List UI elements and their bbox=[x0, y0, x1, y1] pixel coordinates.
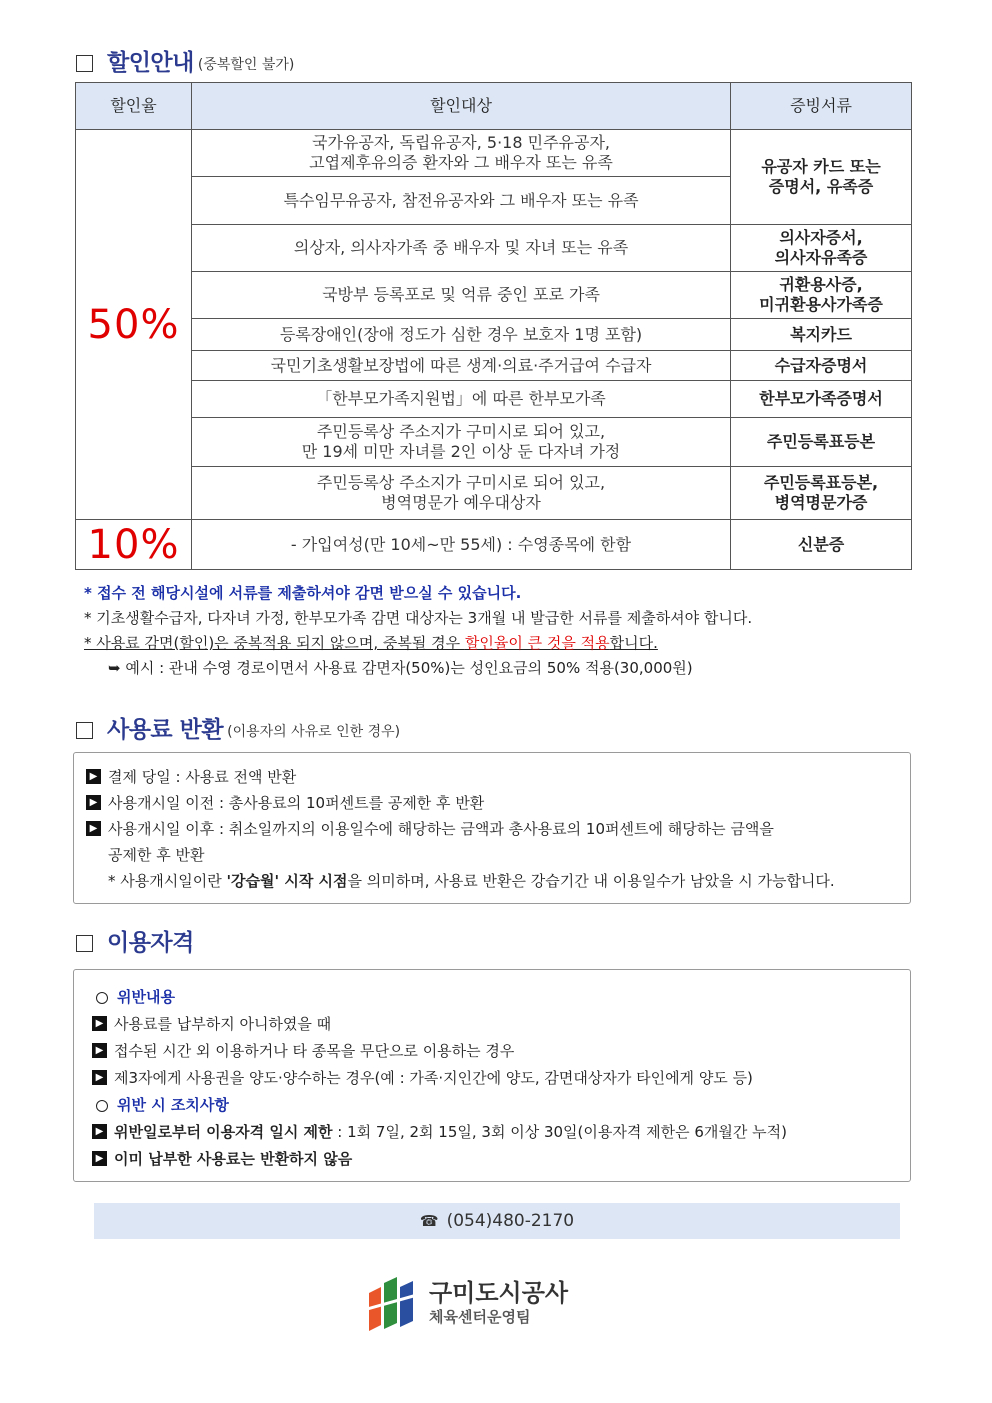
target-cell: 「한부모가족지원법」에 따른 한부모가족 bbox=[192, 381, 731, 418]
action-heading-text: 위반 시 조치사항 bbox=[117, 1096, 229, 1114]
arrow-box-icon: ▶ bbox=[86, 769, 101, 784]
refund-note-c: 을 의미하며, 사용료 반환은 강습기간 내 이용일수가 남았을 시 가능합니다. bbox=[347, 872, 835, 890]
refund-title: 사용료 반환 bbox=[107, 717, 224, 743]
list-item bbox=[86, 790, 910, 816]
target-line: 고엽제후유의증 환자와 그 배우자 또는 유족 bbox=[309, 153, 613, 172]
header-rate: 할인율 bbox=[76, 83, 192, 130]
phone-icon: ☎ bbox=[419, 1212, 439, 1230]
checkbox-square-icon bbox=[76, 55, 93, 72]
target-cell: 국민기초생활보장법에 따른 생계·의료·주거급여 수급자 bbox=[192, 351, 731, 381]
eligibility-section-header bbox=[76, 924, 194, 957]
table-row bbox=[76, 520, 912, 570]
arrow-box-icon: ▶ bbox=[92, 1124, 107, 1139]
contact-phone: (054)480-2170 bbox=[446, 1211, 575, 1231]
circle-bullet-icon bbox=[96, 992, 108, 1004]
list-item bbox=[92, 1011, 910, 1038]
rate-50: 50% bbox=[76, 130, 192, 520]
contact-bar bbox=[94, 1203, 900, 1239]
note-no-duplicate bbox=[84, 631, 904, 656]
target-line: 주민등록상 주소지가 구미시로 되어 있고, bbox=[316, 473, 606, 492]
target-cell: 의상자, 의사자가족 중 배우자 및 자녀 또는 유족 bbox=[192, 225, 731, 272]
target-line: 주민등록상 주소지가 구미시로 되어 있고, bbox=[316, 422, 606, 441]
target-cell: - 가입여성(만 10세~만 55세) : 수영종목에 한함 bbox=[192, 520, 731, 570]
action-heading bbox=[92, 1092, 910, 1119]
list-item bbox=[92, 1119, 910, 1146]
action-item-bold: 위반일로부터 이용자격 일시 제한 bbox=[114, 1123, 333, 1141]
proof-line: 병역명문가증 bbox=[774, 493, 868, 512]
eligibility-title: 이용자격 bbox=[107, 930, 194, 956]
logo-team-name: 체육센터운영팀 bbox=[429, 1308, 531, 1326]
target-cell: 등록장애인(장애 정도가 심한 경우 보호자 1명 포함) bbox=[192, 319, 731, 351]
refund-item-text: 사용개시일 이전 : 총사용료의 10퍼센트를 공제한 후 반환 bbox=[108, 794, 485, 812]
list-item bbox=[92, 1038, 910, 1065]
target-cell: 국방부 등록포로 및 억류 중인 포로 가족 bbox=[192, 272, 731, 319]
proof-line: 주민등록표등본, bbox=[763, 473, 879, 492]
proof-line: 의사자유족증 bbox=[774, 248, 868, 267]
table-row bbox=[76, 418, 912, 467]
arrow-box-icon: ▶ bbox=[92, 1151, 107, 1166]
proof-cell bbox=[731, 467, 912, 520]
discount-title: 할인안내 bbox=[107, 50, 194, 76]
discount-section-header bbox=[76, 44, 294, 77]
list-item bbox=[86, 816, 910, 842]
violation-item-text: 제3자에게 사용권을 양도·양수하는 경우(예 : 가족·지인간에 양도, 감면대상자가 타인에게 양도 등) bbox=[114, 1069, 753, 1087]
note-no-duplicate-highlight: 할인율이 큰 것을 적용 bbox=[464, 634, 610, 652]
proof-cell bbox=[731, 272, 912, 319]
proof-line: 의사자증서, bbox=[779, 228, 863, 247]
proof-cell: 신분증 bbox=[731, 520, 912, 570]
eligibility-box bbox=[73, 969, 911, 1182]
proof-line: 증명서, 유족증 bbox=[768, 177, 874, 196]
checkbox-square-icon bbox=[76, 935, 93, 952]
refund-item-continuation: 공제한 후 반환 bbox=[108, 846, 205, 864]
note-example: ➥ 예시 : 관내 수영 경로이면서 사용료 감면자(50%)는 성인요금의 50% 적용(30,000원) bbox=[108, 659, 693, 677]
proof-cell: 수급자증명서 bbox=[731, 351, 912, 381]
violation-heading-text: 위반내용 bbox=[117, 988, 175, 1006]
proof-line: 미귀환용사가족증 bbox=[759, 295, 883, 314]
arrow-box-icon: ▶ bbox=[92, 1070, 107, 1085]
refund-item-text: 결제 당일 : 사용료 전액 반환 bbox=[108, 768, 297, 786]
proof-line: 유공자 카드 또는 bbox=[761, 157, 881, 176]
list-item bbox=[92, 1146, 910, 1173]
proof-cell bbox=[731, 225, 912, 272]
target-cell bbox=[192, 467, 731, 520]
target-line: 병역명문가 예우대상자 bbox=[381, 493, 541, 512]
target-line: 국가유공자, 독립유공자, 5·18 민주유공자, bbox=[312, 133, 610, 152]
action-item-text: 이미 납부한 사용료는 반환하지 않음 bbox=[114, 1150, 353, 1168]
table-row bbox=[76, 225, 912, 272]
checkbox-square-icon bbox=[76, 722, 93, 739]
list-item bbox=[92, 1065, 910, 1092]
discount-table bbox=[75, 82, 912, 570]
circle-bullet-icon bbox=[96, 1100, 108, 1112]
table-header-row bbox=[76, 83, 912, 130]
proof-line: 귀환용사증, bbox=[779, 275, 863, 294]
arrow-box-icon: ▶ bbox=[92, 1043, 107, 1058]
table-row bbox=[76, 272, 912, 319]
note-no-duplicate-a: * 사용료 감면(할인)은 중복적용 되지 않으며, 중복될 경우 bbox=[84, 634, 465, 652]
note-three-months: * 기초생활수급자, 다자녀 가정, 한부모가족 감면 대상자는 3개월 내 발급한 서류를 제출하셔야 합니다. bbox=[84, 609, 753, 627]
arrow-box-icon: ▶ bbox=[86, 821, 101, 836]
discount-subtitle: (중복할인 불가) bbox=[197, 57, 295, 73]
table-row bbox=[76, 351, 912, 381]
arrow-box-icon: ▶ bbox=[92, 1016, 107, 1031]
list-item bbox=[86, 764, 910, 790]
refund-box bbox=[73, 752, 911, 904]
target-cell bbox=[192, 418, 731, 467]
refund-note-bold: '강습월' 시작 시점 bbox=[226, 872, 348, 890]
violation-item-text: 접수된 시간 외 이용하거나 타 종목을 무단으로 이용하는 경우 bbox=[114, 1042, 515, 1060]
table-row bbox=[76, 319, 912, 351]
discount-notes bbox=[84, 581, 904, 681]
refund-note-a: * 사용개시일이란 bbox=[108, 872, 227, 890]
violation-heading bbox=[92, 984, 910, 1011]
organization-logo bbox=[367, 1275, 568, 1331]
rate-10: 10% bbox=[76, 520, 192, 570]
table-row bbox=[76, 467, 912, 520]
note-submit-documents: * 접수 전 해당시설에 서류를 제출하셔야 감면 받으실 수 있습니다. bbox=[84, 584, 522, 602]
refund-note bbox=[86, 868, 910, 894]
refund-item-text: 사용개시일 이후 : 취소일까지의 이용일수에 해당하는 금액과 총사용료의 10퍼센트에 해당하는 금액을 bbox=[108, 820, 774, 838]
target-cell bbox=[192, 130, 731, 177]
logo-mark-icon bbox=[367, 1275, 419, 1331]
target-cell: 특수임무유공자, 참전유공자와 그 배우자 또는 유족 bbox=[192, 177, 731, 225]
arrow-box-icon: ▶ bbox=[86, 795, 101, 810]
proof-cell: 복지카드 bbox=[731, 319, 912, 351]
header-target: 할인대상 bbox=[192, 83, 731, 130]
table-row bbox=[76, 130, 912, 177]
proof-cell: 주민등록표등본 bbox=[731, 418, 912, 467]
logo-org-name: 구미도시공사 bbox=[429, 1279, 569, 1307]
refund-subtitle: (이용자의 사유로 인한 경우) bbox=[227, 724, 401, 740]
table-row bbox=[76, 381, 912, 418]
refund-section-header bbox=[76, 711, 400, 744]
violation-item-text: 사용료를 납부하지 아니하였을 때 bbox=[114, 1015, 332, 1033]
target-line: 만 19세 미만 자녀를 2인 이상 둔 다자녀 가정 bbox=[301, 442, 621, 461]
note-no-duplicate-c: 합니다. bbox=[609, 634, 658, 652]
header-proof: 증빙서류 bbox=[731, 83, 912, 130]
proof-cell bbox=[731, 130, 912, 225]
proof-cell: 한부모가족증명서 bbox=[731, 381, 912, 418]
action-item-text: : 1회 7일, 2회 15일, 3회 이상 30일(이용자격 제한은 6개월간 누적) bbox=[332, 1123, 787, 1141]
